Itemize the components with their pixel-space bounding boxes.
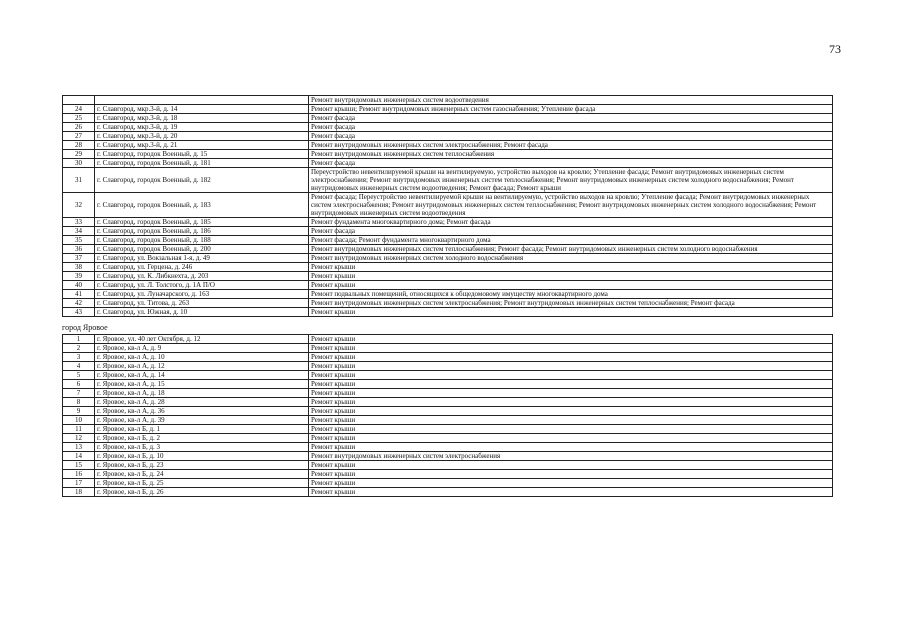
work-type-cell: Ремонт фасада bbox=[309, 123, 833, 132]
table-row bbox=[63, 123, 833, 132]
table-row bbox=[63, 362, 833, 371]
table-row bbox=[63, 141, 833, 150]
table-row bbox=[63, 479, 833, 488]
address-cell: г. Славгород, городок Военный, д. 181 bbox=[95, 159, 309, 168]
table-row bbox=[63, 96, 833, 105]
row-number-cell: 26 bbox=[63, 123, 95, 132]
work-type-cell: Ремонт крыши bbox=[309, 380, 833, 389]
page-number: 73 bbox=[829, 42, 841, 56]
work-type-cell: Ремонт крыши bbox=[309, 416, 833, 425]
address-cell: г. Яровое, кв-л Б, д. 10 bbox=[95, 452, 309, 461]
address-cell: г. Яровое, кв-л А, д. 18 bbox=[95, 389, 309, 398]
address-cell: г. Славгород, мкр.3-й, д. 19 bbox=[95, 123, 309, 132]
row-number-cell: 5 bbox=[63, 371, 95, 380]
table-row bbox=[63, 389, 833, 398]
table-row bbox=[63, 308, 833, 317]
table-row bbox=[63, 105, 833, 114]
work-type-cell: Ремонт крыши bbox=[309, 371, 833, 380]
address-cell: г. Яровое, ул. 40 лет Октября, д. 12 bbox=[95, 335, 309, 344]
row-number-cell: 9 bbox=[63, 407, 95, 416]
row-number-cell: 8 bbox=[63, 398, 95, 407]
row-number-cell: 27 bbox=[63, 132, 95, 141]
work-type-cell: Ремонт крыши; Ремонт внутридомовых инженерных систем газоснабжения; Утепление фасада bbox=[309, 105, 833, 114]
address-cell: г. Яровое, кв-л А, д. 14 bbox=[95, 371, 309, 380]
work-type-cell: Ремонт внутридомовых инженерных систем водоотведения bbox=[309, 96, 833, 105]
work-type-cell: Ремонт крыши bbox=[309, 389, 833, 398]
address-cell: г. Яровое, кв-л А, д. 10 bbox=[95, 353, 309, 362]
address-cell: г. Яровое, кв-л Б, д. 26 bbox=[95, 488, 309, 497]
work-type-cell: Ремонт внутридомовых инженерных систем теплоснабжения; Ремонт фасада; Ремонт внутридомовых инженерных систем холодного водоснабжения bbox=[309, 245, 833, 254]
row-number-cell: 28 bbox=[63, 141, 95, 150]
work-type-cell: Ремонт внутридомовых инженерных систем электроснабжения bbox=[309, 452, 833, 461]
table-row bbox=[63, 299, 833, 308]
work-type-cell: Ремонт внутридомовых инженерных систем холодного водоснабжения bbox=[309, 254, 833, 263]
work-type-cell: Ремонт крыши bbox=[309, 461, 833, 470]
address-cell: г. Яровое, кв-л А, д. 9 bbox=[95, 344, 309, 353]
row-number-cell: 17 bbox=[63, 479, 95, 488]
row-number-cell: 7 bbox=[63, 389, 95, 398]
work-type-cell: Ремонт подвальных помещений, относящихся к общедомовому имуществу многоквартирного дома bbox=[309, 290, 833, 299]
table-row bbox=[63, 272, 833, 281]
row-number-cell: 42 bbox=[63, 299, 95, 308]
address-cell: г. Славгород, ул. Герцена, д. 246 bbox=[95, 263, 309, 272]
work-type-cell: Ремонт крыши bbox=[309, 353, 833, 362]
row-number-cell: 39 bbox=[63, 272, 95, 281]
work-type-cell: Ремонт крыши bbox=[309, 407, 833, 416]
row-number-cell: 34 bbox=[63, 227, 95, 236]
row-number-cell: 40 bbox=[63, 281, 95, 290]
row-number-cell: 24 bbox=[63, 105, 95, 114]
work-type-cell: Ремонт крыши bbox=[309, 335, 833, 344]
works-table-body bbox=[63, 96, 833, 317]
section-title-yarovoe: город Яровое bbox=[62, 323, 108, 332]
address-cell: г. Яровое, кв-л А, д. 12 bbox=[95, 362, 309, 371]
address-cell: г. Славгород, городок Военный, д. 15 bbox=[95, 150, 309, 159]
table-row bbox=[63, 132, 833, 141]
row-number-cell: 29 bbox=[63, 150, 95, 159]
work-type-cell: Ремонт крыши bbox=[309, 344, 833, 353]
work-type-cell: Ремонт фасада bbox=[309, 159, 833, 168]
row-number-cell: 43 bbox=[63, 308, 95, 317]
row-number-cell: 31 bbox=[63, 168, 95, 193]
table-row bbox=[63, 335, 833, 344]
address-cell: г. Славгород, ул. Вокзальная 1-я, д. 49 bbox=[95, 254, 309, 263]
table-row bbox=[63, 150, 833, 159]
table-row bbox=[63, 236, 833, 245]
row-number-cell: 1 bbox=[63, 335, 95, 344]
address-cell: г. Славгород, мкр.3-й, д. 20 bbox=[95, 132, 309, 141]
work-type-cell: Ремонт фасада bbox=[309, 132, 833, 141]
address-cell: г. Яровое, кв-л А, д. 36 bbox=[95, 407, 309, 416]
work-type-cell: Ремонт фасада bbox=[309, 227, 833, 236]
work-type-cell: Ремонт крыши bbox=[309, 434, 833, 443]
row-number-cell: 14 bbox=[63, 452, 95, 461]
address-cell: г. Славгород, городок Военный, д. 188 bbox=[95, 236, 309, 245]
work-type-cell: Ремонт крыши bbox=[309, 272, 833, 281]
row-number-cell: 38 bbox=[63, 263, 95, 272]
address-cell: г. Славгород, ул. Л. Толстого, д. 1А П/О bbox=[95, 281, 309, 290]
address-cell: г. Славгород, мкр.3-й, д. 18 bbox=[95, 114, 309, 123]
works-register bbox=[62, 95, 832, 497]
work-type-cell: Ремонт крыши bbox=[309, 443, 833, 452]
work-type-cell: Ремонт крыши bbox=[309, 479, 833, 488]
table-row bbox=[63, 227, 833, 236]
row-number-cell: 30 bbox=[63, 159, 95, 168]
row-number-cell: 13 bbox=[63, 443, 95, 452]
works-table-body bbox=[63, 335, 833, 497]
work-type-cell: Ремонт крыши bbox=[309, 362, 833, 371]
address-cell: г. Яровое, кв-л А, д. 39 bbox=[95, 416, 309, 425]
table-row bbox=[63, 254, 833, 263]
row-number-cell: 2 bbox=[63, 344, 95, 353]
table-row bbox=[63, 488, 833, 497]
address-cell: г. Яровое, кв-л Б, д. 3 bbox=[95, 443, 309, 452]
table-row bbox=[63, 461, 833, 470]
work-type-cell: Ремонт крыши bbox=[309, 470, 833, 479]
row-number-cell: 36 bbox=[63, 245, 95, 254]
table-row bbox=[63, 344, 833, 353]
address-cell: г. Славгород, городок Военный, д. 182 bbox=[95, 168, 309, 193]
table-row bbox=[63, 443, 833, 452]
address-cell: г. Славгород, городок Военный, д. 186 bbox=[95, 227, 309, 236]
work-type-cell: Ремонт внутридомовых инженерных систем теплоснабжения bbox=[309, 150, 833, 159]
table-row bbox=[63, 245, 833, 254]
work-type-cell: Ремонт крыши bbox=[309, 488, 833, 497]
address-cell: г. Славгород, мкр.3-й, д. 14 bbox=[95, 105, 309, 114]
address-cell: г. Славгород, ул. К. Либкнехта, д. 203 bbox=[95, 272, 309, 281]
table-row bbox=[63, 218, 833, 227]
row-number-cell: 33 bbox=[63, 218, 95, 227]
row-number-cell: 4 bbox=[63, 362, 95, 371]
address-cell: г. Славгород, городок Военный, д. 183 bbox=[95, 193, 309, 218]
address-cell: г. Славгород, городок Военный, д. 200 bbox=[95, 245, 309, 254]
address-cell: г. Славгород, ул. Титова, д. 263 bbox=[95, 299, 309, 308]
row-number-cell: 12 bbox=[63, 434, 95, 443]
row-number-cell bbox=[63, 96, 95, 105]
address-cell: г. Яровое, кв-л А, д. 15 bbox=[95, 380, 309, 389]
address-cell: г. Яровое, кв-л Б, д. 2 bbox=[95, 434, 309, 443]
table-row bbox=[63, 398, 833, 407]
row-number-cell: 25 bbox=[63, 114, 95, 123]
table-row bbox=[63, 371, 833, 380]
table-row bbox=[63, 114, 833, 123]
row-number-cell: 6 bbox=[63, 380, 95, 389]
row-number-cell: 32 bbox=[63, 193, 95, 218]
row-number-cell: 11 bbox=[63, 425, 95, 434]
row-number-cell: 35 bbox=[63, 236, 95, 245]
work-type-cell: Ремонт внутридомовых инженерных систем электроснабжения; Ремонт внутридомовых инженерных систем теплоснабжения; Ремонт фасада bbox=[309, 299, 833, 308]
work-type-cell: Ремонт фундамента многоквартирного дома; Ремонт фасада bbox=[309, 218, 833, 227]
address-cell: г. Славгород, ул. Луначарского, д. 163 bbox=[95, 290, 309, 299]
row-number-cell: 3 bbox=[63, 353, 95, 362]
works-table-slavgorod bbox=[62, 95, 833, 317]
table-row bbox=[63, 290, 833, 299]
address-cell: г. Славгород, городок Военный, д. 185 bbox=[95, 218, 309, 227]
table-row bbox=[63, 353, 833, 362]
row-number-cell: 10 bbox=[63, 416, 95, 425]
table-row bbox=[63, 168, 833, 193]
row-number-cell: 37 bbox=[63, 254, 95, 263]
work-type-cell: Ремонт крыши bbox=[309, 263, 833, 272]
row-number-cell: 16 bbox=[63, 470, 95, 479]
row-number-cell: 41 bbox=[63, 290, 95, 299]
work-type-cell: Переустройство невентилируемой крыши на вентилируемую, устройство выходов на кровлю; Утепление фасада; Ремонт внутридомовых инженерных систем электроснабжения; Ремонт внутридомовых инженерных систем теплоснабжения; Ремонт внутридомовых инженерных систем холодного водоснабжения; Ремонт внутридомовых инженерных систем водоотведения; Ремонт фасада; Ремонт крыши bbox=[309, 168, 833, 193]
table-row bbox=[63, 263, 833, 272]
table-row bbox=[63, 407, 833, 416]
table-row bbox=[63, 470, 833, 479]
address-cell: г. Яровое, кв-л Б, д. 1 bbox=[95, 425, 309, 434]
address-cell: г. Яровое, кв-л Б, д. 24 bbox=[95, 470, 309, 479]
row-number-cell: 18 bbox=[63, 488, 95, 497]
work-type-cell: Ремонт фасада bbox=[309, 114, 833, 123]
table-row bbox=[63, 193, 833, 218]
table-row bbox=[63, 159, 833, 168]
work-type-cell: Ремонт крыши bbox=[309, 425, 833, 434]
address-cell bbox=[95, 96, 309, 105]
table-row bbox=[63, 380, 833, 389]
work-type-cell: Ремонт крыши bbox=[309, 398, 833, 407]
work-type-cell: Ремонт фасада; Переустройство невентилируемой крыши на вентилируемую, устройство выходов на кровлю; Утепление фасада; Ремонт внутридомовых инженерных систем электроснабжения; Ремонт внутридомовых инженерных систем теплоснабжения; Ремонт внутридомовых инженерных систем холодного водоснабжения; Ремонт внутридомовых инженерных систем водоотведения bbox=[309, 193, 833, 218]
works-table-yarovoe bbox=[62, 334, 833, 497]
work-type-cell: Ремонт фасада; Ремонт фундамента многоквартирного дома bbox=[309, 236, 833, 245]
address-cell: г. Яровое, кв-л А, д. 28 bbox=[95, 398, 309, 407]
table-row bbox=[63, 281, 833, 290]
table-row bbox=[63, 452, 833, 461]
address-cell: г. Яровое, кв-л Б, д. 25 bbox=[95, 479, 309, 488]
work-type-cell: Ремонт крыши bbox=[309, 281, 833, 290]
address-cell: г. Славгород, ул. Южная, д. 10 bbox=[95, 308, 309, 317]
table-row bbox=[63, 416, 833, 425]
table-row bbox=[63, 425, 833, 434]
row-number-cell: 15 bbox=[63, 461, 95, 470]
table-row bbox=[63, 434, 833, 443]
address-cell: г. Яровое, кв-л Б, д. 23 bbox=[95, 461, 309, 470]
work-type-cell: Ремонт крыши bbox=[309, 308, 833, 317]
address-cell: г. Славгород, мкр.3-й, д. 21 bbox=[95, 141, 309, 150]
work-type-cell: Ремонт внутридомовых инженерных систем электроснабжения; Ремонт фасада bbox=[309, 141, 833, 150]
